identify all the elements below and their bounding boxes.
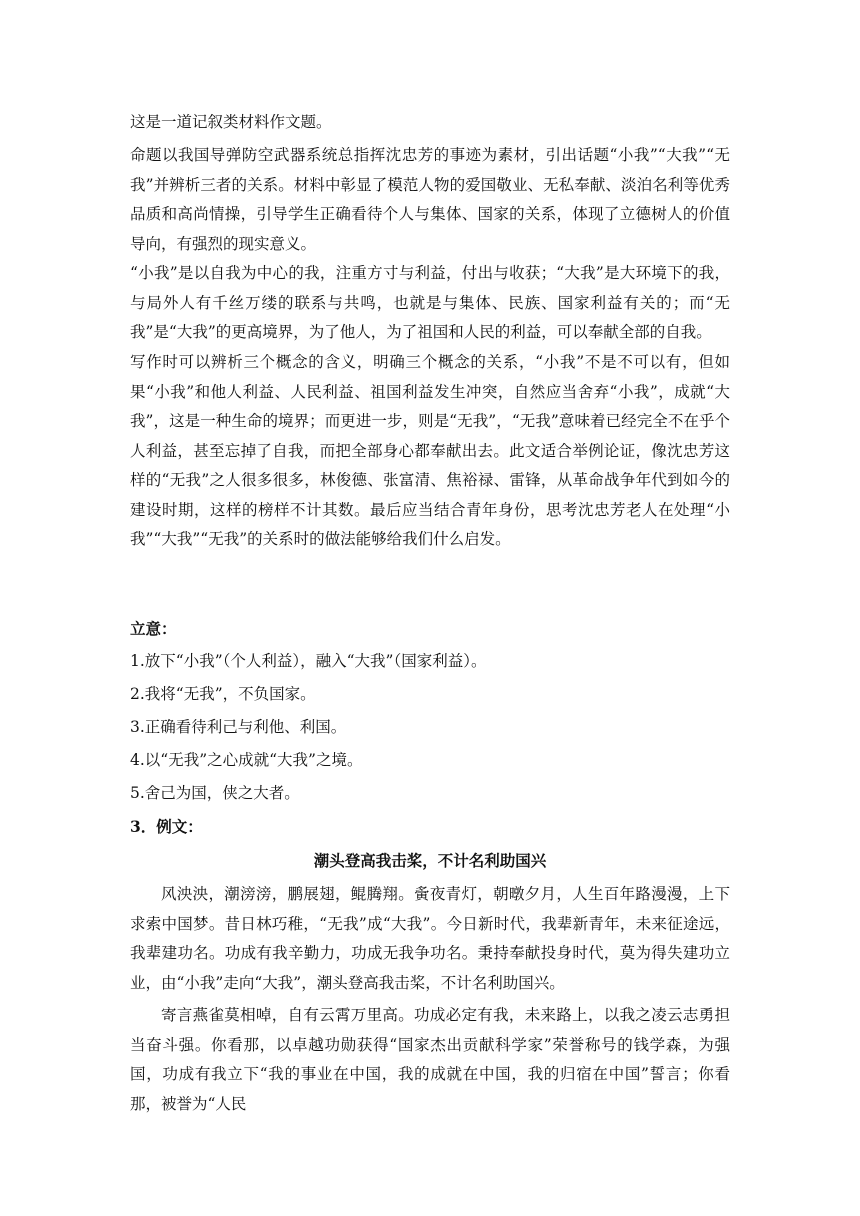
essay-heading: 3．例文： xyxy=(130,817,203,836)
theme-item-5: 5.舍己为国，侠之大者。 xyxy=(130,784,300,802)
intro-analysis-paragraph-2: “小我”是以自我为中心的我，注重方寸与利益，付出与收获；“大我”是大环境下的我，与局外人有千丝万缕的联系与共鸣，也就是与集体、民族、国家利益有关的；而“无我”是“大我”的更高境界，为了他人，为了祖国和人民的利益，可以奉献全部的自我。 xyxy=(130,264,730,341)
theme-item-3: 3.正确看待利己与利他、利国。 xyxy=(130,718,347,736)
theme-item-4: 4.以“无我”之心成就“大我”之境。 xyxy=(130,751,363,769)
intro-type-line: 这是一道记叙类材料作文题。 xyxy=(130,113,332,131)
intro-analysis-paragraph-3: 写作时可以辨析三个概念的含义，明确三个概念的关系，“小我”不是不可以有，但如果“小我”和他人利益、人民利益、祖国利益发生冲突，自然应当舍弃“小我”，成就“大我”，这是一种生命的境界；而更进一步，则是“无我”，“无我”意味着已经完全不在乎个人利益，甚至忘掉了自我，而把全部身心都奉献出去。此文适合举例论证，像沈忠芳这样的“无我”之人很多很多，林俊德、张富清、焦裕禄、雷锋，从革命战争年代到如今的建设时期，这样的榜样不计其数。最后应当结合青年身份，思考沈忠芳老人在处理“小我”“大我”“无我”的关系时的做法能够给我们什么启发。 xyxy=(130,353,730,548)
essay-paragraph-2: 寄言燕雀莫相啅，自有云霄万里高。功成必定有我，未来路上，以我之凌云志勇担当奋斗强。你看那，以卓越功勋获得“国家杰出贡献科学家”荣誉称号的钱学森，为强国，功成有我立下“我的事业在中国，我的成就在中国，我的归宿在中国”誓言；你看那，被誉为“人民 xyxy=(130,1006,730,1113)
essay-paragraph-1: 风泱泱，潮滂滂，鹏展翅，鲲腾翔。夤夜青灯，朝暾夕月，人生百年路漫漫，上下求索中国梦。昔日林巧稚，“无我”成“大我”。今日新时代，我辈新青年，未来征途远，我辈建功名。功成有我辛勤力，功成无我争功名。秉持奉献投身时代，莫为得失建功立业，由“小我”走向“大我”，潮头登高我击桨，不计名利助国兴。 xyxy=(130,885,730,992)
theme-item-1: 1.放下“小我”（个人利益），融入“大我”（国家利益）。 xyxy=(130,652,487,670)
theme-item-2: 2.我将“无我”，不负国家。 xyxy=(130,685,316,703)
essay-title: 潮头登高我击桨，不计名利助国兴 xyxy=(313,852,547,870)
intro-analysis-paragraph-1: 命题以我国导弹防空武器系统总指挥沈忠芳的事迹为素材，引出话题“小我”“大我”“无我”并辨析三者的关系。材料中彰显了模范人物的爱国敬业、无私奉献、淡泊名利等优秀品质和高尚情操，引导学生正确看待个人与集体、国家的关系，体现了立德树人的价值导向，有强烈的现实意义。 xyxy=(130,146,730,253)
theme-heading: 立意： xyxy=(130,619,177,638)
